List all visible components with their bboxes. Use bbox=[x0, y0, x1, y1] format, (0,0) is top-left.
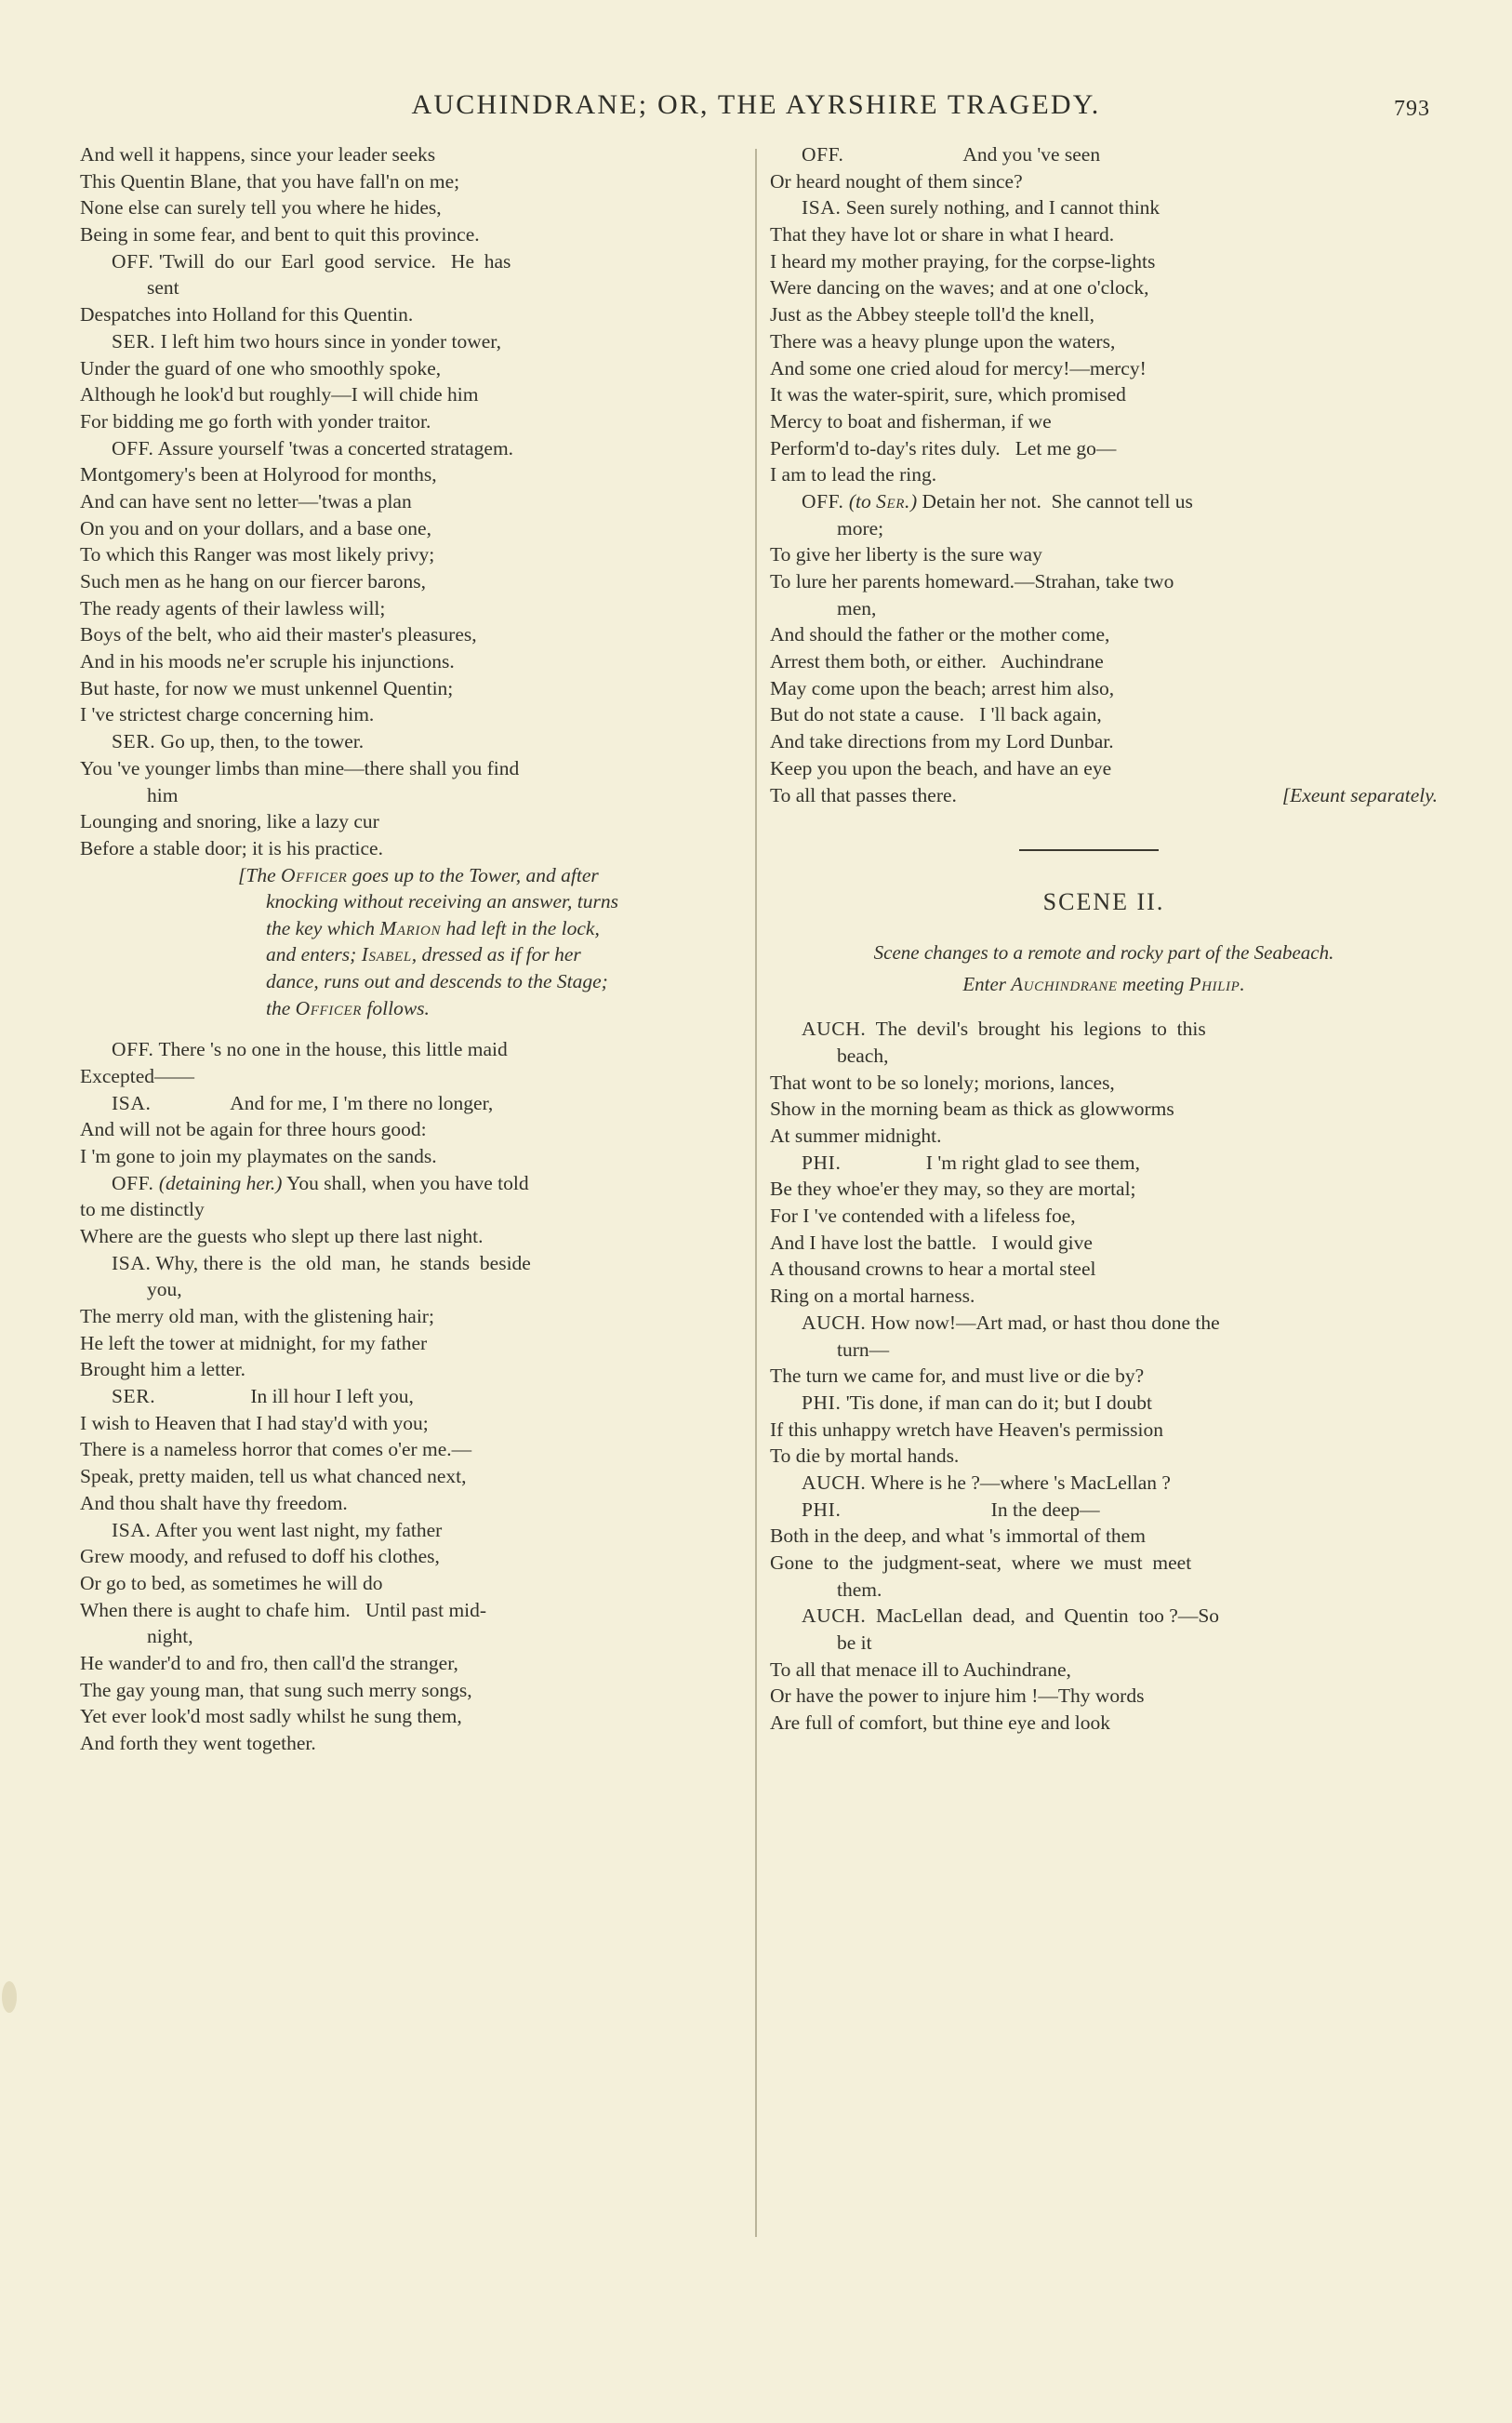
verse-line: The ready agents of their lawless will; bbox=[80, 596, 386, 619]
verse-line: And take directions from my Lord Dunbar. bbox=[770, 730, 1114, 753]
verse-line: AUCH. How now!—Art mad, or hast thou done the bbox=[802, 1311, 1220, 1334]
verse-line: The merry old man, with the glistening hair; bbox=[80, 1305, 434, 1327]
verse-line: Excepted—— bbox=[80, 1064, 194, 1087]
verse-line: Yet ever look'd most sadly whilst he sung them, bbox=[80, 1705, 462, 1728]
left-column-verse-part2 bbox=[80, 1036, 748, 1757]
verse-line: There was a heavy plunge upon the waters, bbox=[770, 329, 1116, 353]
verse-line: Grew moody, and refused to doff his clothes, bbox=[80, 1545, 440, 1568]
right-column-verse-part1 bbox=[770, 141, 1438, 808]
verse-line: sent bbox=[147, 276, 179, 300]
verse-line: PHI. 'Tis done, if man can do it; but I doubt bbox=[802, 1391, 1152, 1414]
verse-line: None else can surely tell you where he hides, bbox=[80, 196, 442, 220]
stage-direction-line: dance, runs out and descends to the Stage; bbox=[266, 969, 608, 992]
verse-line: turn— bbox=[837, 1338, 890, 1361]
verse-line: them. bbox=[837, 1578, 882, 1601]
verse-line: And well it happens, since your leader seeks bbox=[80, 143, 436, 166]
verse-line: ISA. And for me, I 'm there no longer, bbox=[112, 1091, 494, 1114]
verse-line: Show in the morning beam as thick as glowworms bbox=[770, 1098, 1174, 1121]
verse-line: To die by mortal hands. bbox=[770, 1444, 960, 1468]
verse-line: more; bbox=[837, 516, 884, 539]
verse-line: If this unhappy wretch have Heaven's permission bbox=[770, 1418, 1164, 1441]
verse-line: To give her liberty is the sure way bbox=[770, 543, 1042, 566]
verse-line: ISA. Why, there is the old man, he stands beside bbox=[112, 1251, 531, 1274]
verse-line: OFF. (to Ser.) Detain her not. She cannot tell us bbox=[802, 489, 1193, 513]
verse-line: That they have lot or share in what I heard. bbox=[770, 223, 1115, 246]
stage-direction-line: knocking without receiving an answer, turns bbox=[266, 890, 618, 913]
verse-line: Arrest them both, or either. Auchindrane bbox=[770, 650, 1104, 673]
verse-line: Gone to the judgment-seat, where we must meet bbox=[770, 1551, 1192, 1575]
page-title: AUCHINDRANE; OR, THE AYRSHIRE TRAGEDY. bbox=[411, 89, 1101, 120]
verse-line: Where are the guests who slept up there last night. bbox=[80, 1224, 484, 1247]
verse-line: And I have lost the battle. I would give bbox=[770, 1231, 1093, 1254]
verse-line: You 've younger limbs than mine—there shall you find bbox=[80, 756, 520, 779]
verse-line: He wander'd to and fro, then call'd the stranger, bbox=[80, 1651, 458, 1674]
verse-line: But do not state a cause. I 'll back again, bbox=[770, 703, 1102, 726]
verse-line: At summer midnight. bbox=[770, 1125, 942, 1148]
verse-line: Were dancing on the waves; and at one o'clock, bbox=[770, 276, 1149, 300]
verse-line: Despatches into Holland for this Quentin. bbox=[80, 303, 414, 326]
verse-line: Montgomery's been at Holyrood for months, bbox=[80, 463, 437, 486]
verse-line: AUCH. Where is he ?—where 's MacLellan ? bbox=[802, 1471, 1171, 1494]
column-divider bbox=[755, 149, 757, 2237]
verse-line: Or have the power to injure him !—Thy words bbox=[770, 1684, 1145, 1708]
verse-line: OFF. (detaining her.) You shall, when you have told bbox=[112, 1171, 529, 1194]
verse-line: He left the tower at midnight, for my father bbox=[80, 1331, 428, 1354]
stage-direction-line: the Officer follows. bbox=[266, 996, 430, 1019]
right-column-verse-part2 bbox=[770, 1016, 1438, 1737]
left-column bbox=[80, 141, 748, 1757]
verse-line: PHI. I 'm right glad to see them, bbox=[802, 1151, 1140, 1174]
verse-line: There is a nameless horror that comes o'er me.— bbox=[80, 1438, 472, 1461]
verse-line: PHI. In the deep— bbox=[802, 1498, 1100, 1521]
verse-line: OFF. 'Twill do our Earl good service. He has bbox=[112, 249, 511, 273]
verse-line: To which this Ranger was most likely privy; bbox=[80, 543, 435, 566]
spacer bbox=[80, 1021, 748, 1036]
verse-line: And forth they went together. bbox=[80, 1732, 316, 1754]
verse-line: And in his moods ne'er scruple his injunctions. bbox=[80, 650, 455, 673]
verse-line: I am to lead the ring. bbox=[770, 463, 937, 486]
right-column bbox=[770, 141, 1438, 1737]
verse-line: And will not be again for three hours good: bbox=[80, 1118, 427, 1141]
verse-line: Boys of the belt, who aid their master's pleasures, bbox=[80, 623, 477, 646]
verse-line: A thousand crowns to hear a mortal steel bbox=[770, 1258, 1096, 1281]
verse-line: OFF. And you 've seen bbox=[802, 143, 1101, 166]
verse-line: And can have sent no letter—'twas a plan bbox=[80, 489, 412, 513]
verse-line: Ring on a mortal harness. bbox=[770, 1285, 975, 1308]
verse-line: AUCH. MacLellan dead, and Quentin too ?—So bbox=[802, 1604, 1220, 1628]
page-blemish bbox=[2, 1981, 17, 2013]
verse-line: Are full of comfort, but thine eye and look bbox=[770, 1711, 1110, 1735]
verse-line: SER. In ill hour I left you, bbox=[112, 1385, 414, 1408]
verse-line: Brought him a letter. bbox=[80, 1358, 245, 1381]
verse-line: Although he look'd but roughly—I will chide him bbox=[80, 383, 479, 406]
running-head bbox=[0, 89, 1512, 121]
verse-line: For bidding me go forth with yonder traitor. bbox=[80, 409, 431, 433]
verse-line: I 'm gone to join my playmates on the sands. bbox=[80, 1144, 437, 1167]
scene-divider bbox=[1019, 849, 1159, 851]
verse-line: ISA. After you went last night, my father bbox=[112, 1518, 443, 1541]
verse-line: The gay young man, that sung such merry songs, bbox=[80, 1678, 472, 1701]
verse-line: May come upon the beach; arrest him also, bbox=[770, 676, 1115, 699]
verse-line: Keep you upon the beach, and have an eye bbox=[770, 756, 1112, 779]
verse-line: Both in the deep, and what 's immortal of them bbox=[770, 1524, 1146, 1548]
verse-line: The turn we came for, and must live or die by? bbox=[770, 1365, 1145, 1388]
verse-line: Be they whoe'er they may, so they are mortal; bbox=[770, 1178, 1136, 1201]
verse-line: And thou shalt have thy freedom. bbox=[80, 1491, 348, 1514]
verse-line: you, bbox=[147, 1278, 182, 1301]
verse-line: I heard my mother praying, for the corpse-lights bbox=[770, 249, 1156, 273]
verse-line: to me distinctly bbox=[80, 1198, 205, 1221]
verse-line: And some one cried aloud for mercy!—mercy! bbox=[770, 356, 1147, 379]
verse-line: ISA. Seen surely nothing, and I cannot think bbox=[802, 196, 1161, 220]
verse-line: him bbox=[147, 783, 179, 806]
verse-line: For I 've contended with a lifeless foe, bbox=[770, 1205, 1076, 1228]
verse-line: Speak, pretty maiden, tell us what chanced next, bbox=[80, 1465, 467, 1488]
verse-line: night, bbox=[147, 1625, 193, 1648]
verse-line: Just as the Abbey steeple toll'd the knell, bbox=[770, 303, 1095, 326]
verse-line: SER. Go up, then, to the tower. bbox=[112, 730, 365, 753]
verse-line: be it bbox=[837, 1631, 872, 1655]
verse-line: To lure her parents homeward.—Strahan, take two bbox=[770, 570, 1174, 592]
verse-line: SER. I left him two hours since in yonder tower, bbox=[112, 329, 501, 353]
verse-line: beach, bbox=[837, 1044, 889, 1067]
verse-line: And should the father or the mother come, bbox=[770, 623, 1110, 646]
verse-line: Before a stable door; it is his practice. bbox=[80, 836, 383, 859]
verse-line: To all that passes there. [Exeunt separately. bbox=[770, 782, 1438, 809]
verse-line: When there is aught to chafe him. Until past mid- bbox=[80, 1598, 487, 1621]
stage-direction-line: the key which Marion had left in the lock, bbox=[266, 916, 600, 939]
verse-line: Lounging and snoring, like a lazy cur bbox=[80, 810, 379, 833]
left-column-verse-part1 bbox=[80, 141, 748, 862]
verse-line: That wont to be so lonely; morions, lances, bbox=[770, 1071, 1115, 1094]
verse-line: But haste, for now we must unkennel Quentin; bbox=[80, 676, 454, 699]
exeunt-note: [Exeunt separately. bbox=[1281, 783, 1438, 806]
verse-line: To all that menace ill to Auchindrane, bbox=[770, 1657, 1071, 1681]
scene-heading: SCENE II. bbox=[1042, 888, 1165, 916]
verse-line: Such men as he hang on our fiercer barons, bbox=[80, 570, 426, 592]
verse-line: OFF. Assure yourself 'twas a concerted stratagem. bbox=[112, 436, 514, 459]
verse-line: Or heard nought of them since? bbox=[770, 169, 1023, 193]
verse-line: I wish to Heaven that I had stay'd with you; bbox=[80, 1411, 429, 1434]
verse-line: OFF. There 's no one in the house, this little maid bbox=[112, 1038, 508, 1061]
verse-line: On you and on your dollars, and a base one, bbox=[80, 516, 431, 539]
stage-direction-line: and enters; Isabel, dressed as if for her bbox=[266, 943, 581, 966]
verse-line: Being in some fear, and bent to quit this province. bbox=[80, 223, 480, 246]
verse-line: Perform'd to-day's rites duly. Let me go— bbox=[770, 436, 1117, 459]
page-number: 793 bbox=[1394, 97, 1430, 121]
verse-line: This Quentin Blane, that you have fall'n on me; bbox=[80, 169, 460, 193]
verse-line: Under the guard of one who smoothly spoke, bbox=[80, 356, 442, 379]
verse-line: Mercy to boat and fisherman, if we bbox=[770, 409, 1052, 433]
verse-line: I 've strictest charge concerning him. bbox=[80, 703, 375, 726]
stage-direction-officer bbox=[80, 862, 748, 1037]
stage-direction-line: [The Officer goes up to the Tower, and after bbox=[238, 863, 599, 886]
scene-direction-line1: Scene changes to a remote and rocky part of the Seabeach. bbox=[873, 940, 1334, 964]
verse-line: men, bbox=[837, 596, 877, 619]
verse-line: It was the water-spirit, sure, which promised bbox=[770, 383, 1126, 406]
scene-direction-line2: Enter Auchindrane meeting Philip. bbox=[962, 973, 1245, 996]
verse-line: AUCH. The devil's brought his legions to this bbox=[802, 1018, 1206, 1041]
verse-line: Or go to bed, as sometimes he will do bbox=[80, 1571, 383, 1594]
